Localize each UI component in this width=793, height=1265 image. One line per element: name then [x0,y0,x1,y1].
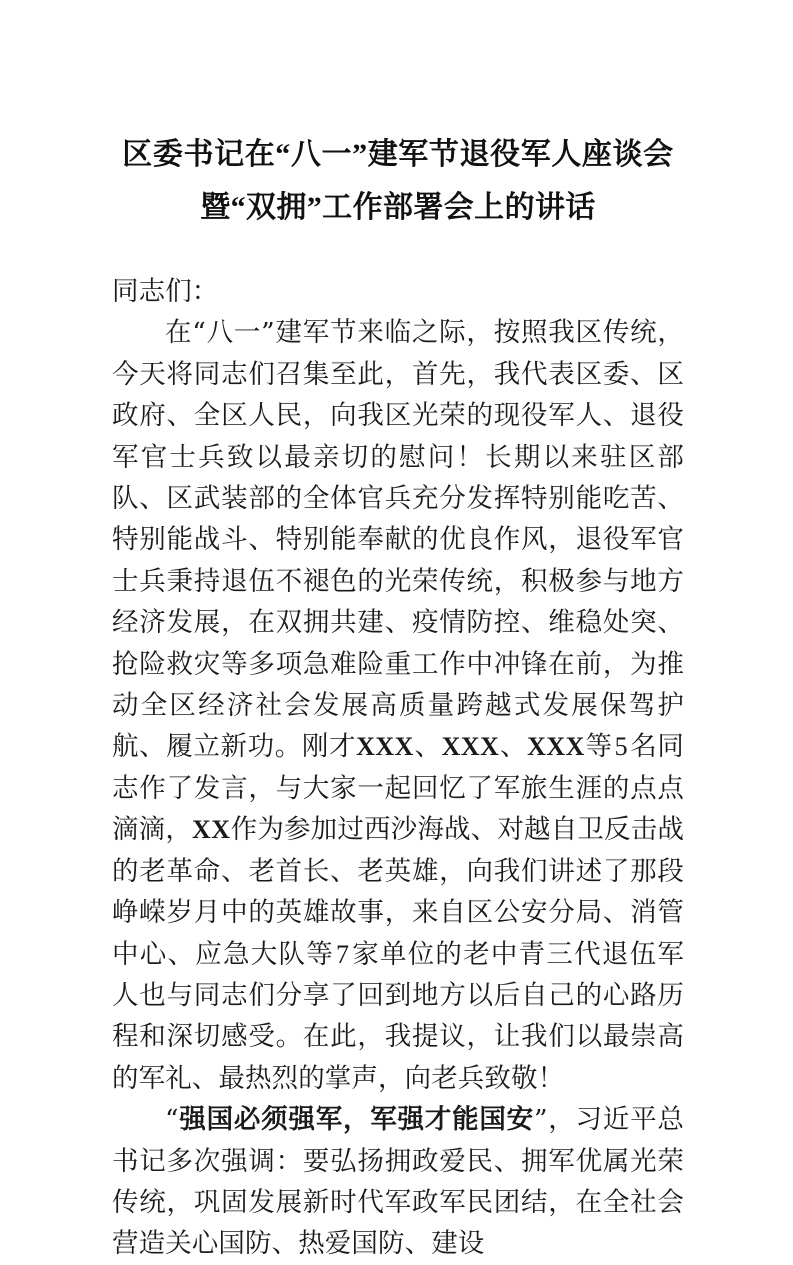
page-title-line-1: 区委书记在“八一”建军节退役军人座谈会 [122,138,674,171]
document-content [112,0,684,1265]
name-placeholder: XX [192,815,231,845]
name-placeholder: XXX [441,732,500,762]
inline-number: 5 [614,732,628,762]
name-placeholder: XXX [527,732,585,762]
inline-number: 7 [335,939,350,969]
document-body [112,271,684,1265]
name-placeholder: XXX [356,732,414,762]
page-title [112,0,684,234]
paragraph-2: “强国必须强军，军强才能国安”，习近平总书记多次强调：要弘扬拥政爱民、拥军优属光荣传统，巩固发展新时代军政军民团结，在全社会营造关心国防、热爱国防、建设 [112,1104,684,1260]
emphasized-quote: 强国必须强军，军强才能国安 [178,1104,534,1136]
salutation: 同志们： [112,276,219,307]
page-title-line-2: 暨“双拥”工作部署会上的讲话 [200,191,596,224]
paragraph-1: 在“八一”建军节来临之际，按照我区传统，今天将同志们召集至此，首先，我代表区委、区政府、全区人民，向我区光荣的现役军人、退役军官士兵致以最亲切的慰问！长期以来驻区部队、区武装部的全体官兵充分发挥特别能吃苦、特别能战斗、特别能奉献的优良作风，退役军官士兵秉持退伍不褪色的光荣传统，积极参与地方经济发展，在双拥共建、疫情防控、维稳处突、抢险救灾等多项急难险重工作中冲锋在前，为推动全区经济社会发展高质量跨越式发展保驾护航、履立新功。刚才XXX、XXX、XXX等5名同志作了发言，与大家一起回忆了军旅生涯的点点滴滴，XX作为参加过西沙海战、对越自卫反击战的老革命、老首长、老英雄，向我们讲述了那段峥嵘岁月中的英雄故事，来自区公安分局、消管中心、应急大队等7家单位的老中青三代退伍军人也与同志们分享了回到地方以后自己的心路历程和深切感受。在此，我提议，让我们以最崇高的军礼、最热烈的掌声，向老兵致敬！ [112,317,684,1094]
